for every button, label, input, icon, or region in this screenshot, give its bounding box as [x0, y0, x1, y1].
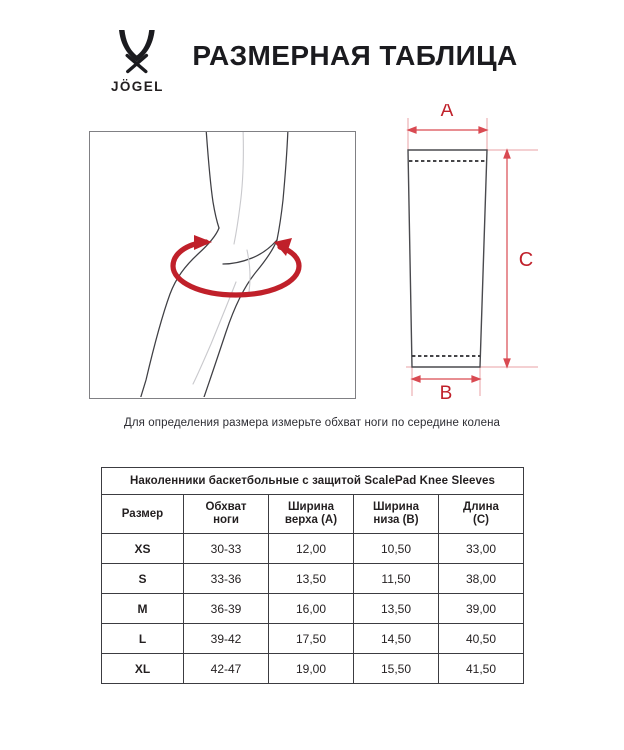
dimension-arrow-a: [408, 127, 487, 133]
header-line-1: Длина: [463, 501, 499, 513]
header-line-1: Размер: [121, 507, 164, 520]
table-row: [102, 564, 524, 594]
header-line-1: Ширина: [287, 501, 335, 513]
table-row: [102, 654, 524, 684]
knee-circumference-arrow-icon: [173, 235, 299, 295]
cell-length: 39,00: [439, 594, 524, 624]
jogel-chalice-logo-icon: [114, 28, 160, 74]
table-row: [102, 624, 524, 654]
sleeve-body-outline: [408, 150, 487, 367]
cell-top: 19,00: [269, 654, 354, 684]
column-header-girth: [184, 495, 269, 534]
cell-bottom: 13,50: [354, 594, 439, 624]
dimension-arrow-b: [412, 376, 480, 382]
cell-girth: 30-33: [184, 534, 269, 564]
header-line-2: (C): [473, 514, 489, 526]
column-header-size: [102, 495, 184, 534]
column-header-length: [439, 495, 524, 534]
brand-wordmark: JÖGEL: [110, 79, 164, 94]
size-chart-table: [101, 467, 524, 684]
header-line-1: Ширина: [372, 501, 420, 513]
header-line-2: низа (B): [373, 514, 419, 526]
column-header-bottom-width: [354, 495, 439, 534]
cell-girth: 33-36: [184, 564, 269, 594]
header-line-2: ноги: [213, 514, 239, 526]
cell-bottom: 11,50: [354, 564, 439, 594]
header-line-1: Обхват: [205, 501, 247, 513]
cell-bottom: 15,50: [354, 654, 439, 684]
brand-logo: [106, 28, 168, 94]
cell-top: 13,50: [269, 564, 354, 594]
page-header: [0, 28, 624, 108]
cell-size: XS: [102, 534, 184, 564]
cell-girth: 39-42: [184, 624, 269, 654]
cell-girth: 36-39: [184, 594, 269, 624]
cell-length: 38,00: [439, 564, 524, 594]
leg-measurement-illustration: [89, 131, 356, 399]
page-title: РАЗМЕРНАЯ ТАБЛИЦА: [192, 40, 518, 71]
cell-length: 41,50: [439, 654, 524, 684]
table-title: Наколенники баскетбольные с защитой ScalePad Knee Sleeves: [102, 468, 524, 495]
dimension-label-b: B: [439, 383, 453, 400]
column-header-top-width: [269, 495, 354, 534]
measurement-instruction: Для определения размера измерьте обхват ноги по середине колена: [123, 417, 501, 429]
cell-top: 17,50: [269, 624, 354, 654]
leg-outline-drawing: [90, 132, 354, 397]
dimension-label-a: A: [440, 104, 454, 121]
cell-girth: 42-47: [184, 654, 269, 684]
table-row: [102, 594, 524, 624]
cell-size: L: [102, 624, 184, 654]
knee-sleeve-dimension-diagram: [388, 104, 548, 400]
cell-length: 40,50: [439, 624, 524, 654]
dimension-arrow-c: [504, 150, 510, 367]
cell-size: XL: [102, 654, 184, 684]
table-title-row: [102, 468, 524, 495]
cell-bottom: 10,50: [354, 534, 439, 564]
dimension-label-c: C: [518, 249, 534, 271]
header-line-2: верха (A): [284, 514, 338, 526]
cell-length: 33,00: [439, 534, 524, 564]
cell-top: 16,00: [269, 594, 354, 624]
cell-top: 12,00: [269, 534, 354, 564]
cell-size: S: [102, 564, 184, 594]
cell-bottom: 14,50: [354, 624, 439, 654]
sleeve-diagram-svg: [388, 104, 548, 400]
table-header-row: [102, 495, 524, 534]
table-row: [102, 534, 524, 564]
cell-size: M: [102, 594, 184, 624]
